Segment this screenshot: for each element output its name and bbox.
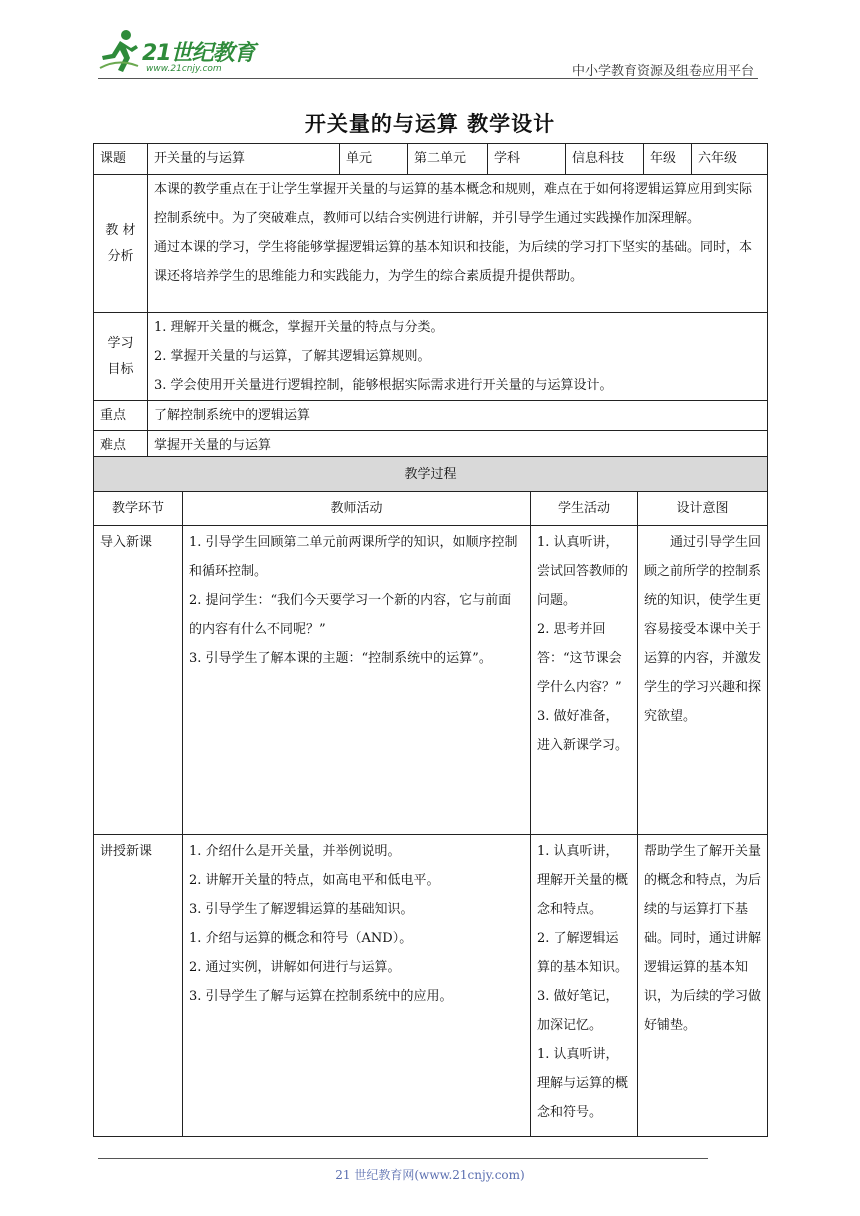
analysis-paragraph: 通过本课的学习，学生将能够掌握逻辑运算的基本知识和技能，为后续的学习打下坚实的基础。同时，本课还将培养学生的思维能力和实践能力，为学生的综合素质提升提供帮助。 bbox=[154, 240, 753, 284]
difficulty-value: 掌握开关量的与运算 bbox=[148, 431, 768, 461]
analysis-content bbox=[148, 175, 768, 313]
objective-item: 2. 掌握开关量的与运算，了解其逻辑运算规则。 bbox=[154, 349, 431, 364]
stage-name: 讲授新课 bbox=[94, 835, 183, 1137]
student-step: 3. 做好准备，进入新课学习。 bbox=[537, 709, 629, 753]
analysis-paragraph: 本课的教学重点在于让学生掌握开关量的与运算的基本概念和规则，难点在于如何将逻辑运算应用到实际控制系统中。为了突破难点，教师可以结合实例进行讲解，并引导学生通过实践操作加深理解。 bbox=[154, 182, 753, 226]
student-activity bbox=[531, 835, 638, 1137]
difficulty-label: 难点 bbox=[94, 431, 148, 461]
logo-text: 21世纪教育 bbox=[142, 41, 255, 66]
process-row-intro bbox=[94, 526, 768, 835]
teaching-process-table bbox=[93, 456, 768, 1137]
subject-label: 学科 bbox=[488, 144, 566, 175]
grade-label: 年级 bbox=[644, 144, 692, 175]
unit-label: 单元 bbox=[340, 144, 408, 175]
student-step: 1. 认真听讲，理解与运算的概念和符号。 bbox=[537, 1047, 629, 1120]
logo-url: www.21cnjy.com bbox=[146, 64, 222, 74]
teacher-step: 2. 通过实例，讲解如何进行与运算。 bbox=[189, 960, 401, 975]
teacher-step: 3. 引导学生了解本课的主题：“控制系统中的运算”。 bbox=[189, 651, 492, 666]
student-step: 2. 思考并回答：“这节课会学什么内容？” bbox=[537, 622, 622, 695]
process-header-row bbox=[94, 457, 768, 492]
teacher-step: 3. 引导学生了解与运算在控制系统中的应用。 bbox=[189, 989, 453, 1004]
info-row bbox=[94, 144, 768, 175]
site-logo[interactable] bbox=[98, 28, 258, 76]
column-header: 学生活动 bbox=[531, 492, 638, 526]
process-row-teaching bbox=[94, 835, 768, 1137]
lesson-info-table bbox=[93, 143, 768, 461]
student-step: 2. 了解逻辑运算的基本知识。 bbox=[537, 931, 629, 975]
objectives-label: 学习 目标 bbox=[94, 313, 148, 401]
student-step: 1. 认真听讲，尝试回答教师的问题。 bbox=[537, 535, 629, 608]
key-point-value: 了解控制系统中的逻辑运算 bbox=[148, 401, 768, 431]
column-header: 教师活动 bbox=[183, 492, 531, 526]
objective-item: 1. 理解开关量的概念，掌握开关量的特点与分类。 bbox=[154, 320, 444, 335]
topic-value: 开关量的与运算 bbox=[148, 144, 340, 175]
objectives-row bbox=[94, 313, 768, 401]
teacher-activity bbox=[183, 835, 531, 1137]
student-step: 1. 认真听讲，理解开关量的概念和特点。 bbox=[537, 844, 629, 917]
process-header: 教学过程 bbox=[94, 457, 768, 492]
student-activity bbox=[531, 526, 638, 835]
column-header: 设计意图 bbox=[638, 492, 768, 526]
subject-value: 信息科技 bbox=[566, 144, 644, 175]
analysis-label: 教 材 分析 bbox=[94, 175, 148, 313]
footer-divider bbox=[98, 1158, 708, 1159]
runner-logo-icon bbox=[98, 28, 140, 74]
footer-link[interactable]: 21 世纪教育网(www.21cnjy.com) bbox=[335, 1168, 525, 1182]
document-title: 开关量的与运算 教学设计 bbox=[304, 112, 556, 136]
key-point-label: 重点 bbox=[94, 401, 148, 431]
design-intent: 通过引导学生回顾之前所学的控制系统的知识，使学生更容易接受本课中关于运算的内容，并激发学生的学习兴趣和探究欲望。 bbox=[638, 526, 768, 835]
teacher-activity bbox=[183, 526, 531, 835]
stage-name: 导入新课 bbox=[94, 526, 183, 835]
design-intent: 帮助学生了解开关量的概念和特点，为后续的与运算打下基础。同时，通过讲解逻辑运算的基本知识，为后续的学习做好铺垫。 bbox=[638, 835, 768, 1137]
teacher-step: 1. 介绍什么是开关量，并举例说明。 bbox=[189, 844, 401, 859]
analysis-row bbox=[94, 175, 768, 313]
grade-value: 六年级 bbox=[692, 144, 768, 175]
teacher-step: 2. 提问学生：“我们今天要学习一个新的内容，它与前面的内容有什么不同呢？” bbox=[189, 593, 512, 637]
page-header bbox=[0, 0, 860, 84]
platform-name: 中小学教育资源及组卷应用平台 bbox=[571, 64, 754, 79]
topic-label: 课题 bbox=[94, 144, 148, 175]
teacher-step: 2. 讲解开关量的特点，如高电平和低电平。 bbox=[189, 873, 440, 888]
key-point-row bbox=[94, 401, 768, 431]
unit-value: 第二单元 bbox=[408, 144, 488, 175]
objectives-content bbox=[148, 313, 768, 401]
teacher-step: 1. 引导学生回顾第二单元前两课所学的知识，如顺序控制和循环控制。 bbox=[189, 535, 518, 579]
header-divider bbox=[98, 78, 758, 79]
teacher-step: 3. 引导学生了解逻辑运算的基础知识。 bbox=[189, 902, 414, 917]
column-header-row bbox=[94, 492, 768, 526]
objective-item: 3. 学会使用开关量进行逻辑控制，能够根据实际需求进行开关量的与运算设计。 bbox=[154, 378, 613, 393]
student-step: 3. 做好笔记，加深记忆。 bbox=[537, 989, 619, 1033]
column-header: 教学环节 bbox=[94, 492, 183, 526]
teacher-step: 1. 介绍与运算的概念和符号（AND）。 bbox=[189, 931, 413, 946]
